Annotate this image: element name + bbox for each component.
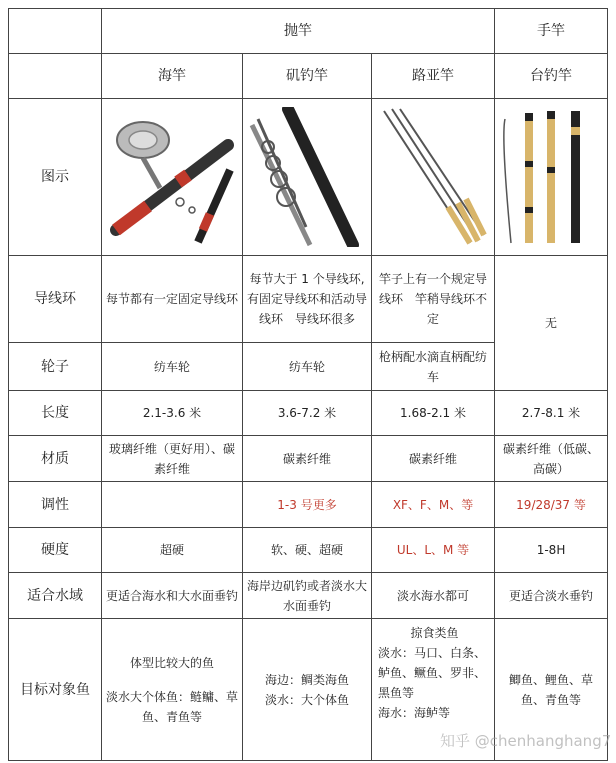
action-row: [9, 482, 608, 528]
group-header-row: [9, 9, 608, 54]
rock-rod-water-area: 海岸边矶钓或者淡水大水面垂钓: [243, 573, 372, 619]
lure-rod-fish-summary: 掠食类鱼: [410, 626, 459, 640]
sea-rod-action: [102, 482, 243, 528]
lure-rod-water-area: 淡水海水都可: [372, 573, 495, 619]
row-label-target-fish: 目标对象鱼: [9, 619, 102, 761]
column-header-rock-rod: 矶钓竿: [243, 54, 372, 99]
sea-rod-water-area: 更适合海水和大水面垂钓: [102, 573, 243, 619]
column-header-lure-rod: 路亚竿: [372, 54, 495, 99]
fishing-rod-comparison-table: [8, 8, 608, 761]
row-label-image: 图示: [9, 99, 102, 256]
row-label-water-area: 适合水域: [9, 573, 102, 619]
row-label-material: 材质: [9, 436, 102, 482]
watermark: 知乎 @chenhanghang7: [440, 732, 612, 750]
material-row: [9, 436, 608, 482]
sea-rod-illustration: [108, 110, 236, 245]
sea-rod-target-fish: [102, 619, 243, 761]
rock-rod-guide-ring: 每节大于 1 个导线环, 有固定导线环和活动导线环 导线环很多: [243, 256, 372, 343]
sea-rod-guide-ring: 每节都有一定固定导线环: [102, 256, 243, 343]
lure-rod-fish-seawater: 海水：海鲈等: [378, 706, 451, 720]
lure-rod-reel: 枪柄配水滴直柄配纺车: [372, 343, 495, 391]
rock-rod-fish-freshwater: 淡水：大个体鱼: [264, 692, 349, 707]
lure-rod-length: 1.68-2.1 米: [372, 391, 495, 436]
sea-rod-fish-summary: 体型比较大的鱼: [129, 655, 214, 670]
hardness-row: [9, 528, 608, 573]
empty-label-cell: [9, 54, 102, 99]
lure-rod-illustration: [378, 107, 488, 247]
rock-rod-illustration: [248, 107, 366, 247]
sea-rod-hardness: 超硬: [102, 528, 243, 573]
rock-rod-material: 碳素纤维: [243, 436, 372, 482]
rock-rod-length: 3.6-7.2 米: [243, 391, 372, 436]
row-label-reel: 轮子: [9, 343, 102, 391]
rock-rod-reel: 纺车轮: [243, 343, 372, 391]
taiwan-rod-illustration: [499, 107, 603, 247]
taiwan-rod-hardness: 1-8H: [495, 528, 608, 573]
row-label-guide-ring: 导线环: [9, 256, 102, 343]
lure-rod-action: XF、F、M、等: [372, 482, 495, 528]
column-header-sea-rod: 海竿: [102, 54, 243, 99]
taiwan-rod-target-fish: 鲫鱼、鲤鱼、草鱼、青鱼等: [495, 619, 608, 761]
column-header-row: [9, 54, 608, 99]
taiwan-rod-material: 碳素纤维（低碳、高碳）: [495, 436, 608, 482]
rock-rod-hardness: 软、硬、超硬: [243, 528, 372, 573]
taiwan-rod-image-cell: [495, 99, 608, 256]
row-label-length: 长度: [9, 391, 102, 436]
sea-rod-length: 2.1-3.6 米: [102, 391, 243, 436]
image-row: [9, 99, 608, 256]
rock-rod-fish-seaside: 海边：鲷类海鱼: [264, 672, 349, 687]
rock-rod-target-fish: [243, 619, 372, 761]
sea-rod-material: 玻璃纤维（更好用）、碳素纤维: [102, 436, 243, 482]
sea-rod-fish-freshwater: 淡水大个体鱼：鲢鳙、草鱼、青鱼等: [105, 689, 238, 724]
taiwan-rod-water-area: 更适合淡水垂钓: [495, 573, 608, 619]
rock-rod-image-cell: [243, 99, 372, 256]
group-header-hand: 手竿: [495, 9, 608, 54]
lure-rod-material: 碳素纤维: [372, 436, 495, 482]
lure-rod-image-cell: [372, 99, 495, 256]
length-row: [9, 391, 608, 436]
sea-rod-image-cell: [102, 99, 243, 256]
taiwan-rod-length: 2.7-8.1 米: [495, 391, 608, 436]
group-header-cast: 抛竿: [102, 9, 495, 54]
column-header-taiwan-rod: 台钓竿: [495, 54, 608, 99]
lure-rod-guide-ring: 竿子上有一个规定导线环 竿稍导线环不定: [372, 256, 495, 343]
guide-ring-row: [9, 256, 608, 343]
row-label-action: 调性: [9, 482, 102, 528]
lure-rod-hardness: UL、L、M 等: [372, 528, 495, 573]
empty-corner-cell: [9, 9, 102, 54]
water-area-row: [9, 573, 608, 619]
taiwan-rod-guide-ring-and-reel: 无: [495, 256, 608, 391]
row-label-hardness: 硬度: [9, 528, 102, 573]
taiwan-rod-action: 19/28/37 等: [495, 482, 608, 528]
rock-rod-action: 1-3 号更多: [243, 482, 372, 528]
lure-rod-fish-freshwater: 淡水：马口、白条、鲈鱼、鳜鱼、罗非、黑鱼等: [378, 646, 487, 700]
sea-rod-reel: 纺车轮: [102, 343, 243, 391]
